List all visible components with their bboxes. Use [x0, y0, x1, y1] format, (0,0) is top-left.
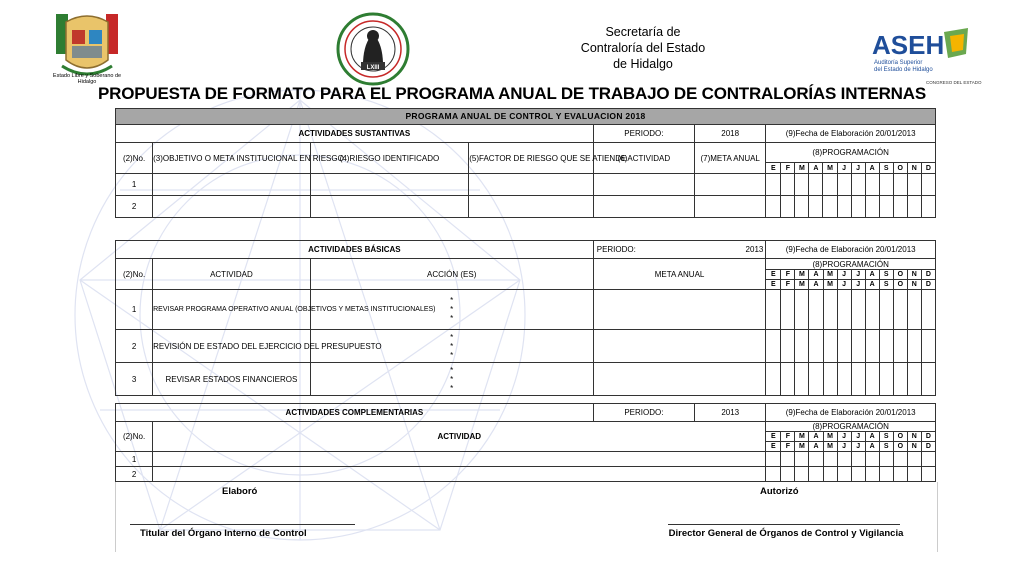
month-cell: S [879, 270, 893, 280]
row-number: 2 [116, 330, 153, 363]
month-cell: A [809, 442, 823, 452]
month-cell: S [879, 163, 893, 174]
sustantivas-fecha: (9)Fecha de Elaboración 20/01/2013 [766, 125, 936, 143]
month-cell: F [781, 280, 795, 290]
row-accion: * * * [310, 290, 593, 330]
month-cell: M [823, 432, 837, 442]
col-meta: (7)META ANUAL [695, 143, 766, 174]
col-programacion: (8)PROGRAMACIÓN [766, 259, 936, 270]
month-cell: O [893, 163, 907, 174]
col-factor: (5)FACTOR DE RIESGO QUE SE ATIENDE [469, 143, 593, 174]
table-row [116, 363, 936, 396]
complementarias-fecha: (9)Fecha de Elaboración 20/01/2013 [766, 404, 936, 422]
col-programacion: (8)PROGRAMACIÓN [766, 422, 936, 432]
month-cell: M [795, 163, 809, 174]
table-row [116, 330, 936, 363]
month-cell: O [893, 270, 907, 280]
basicas-periodo-label: PERIODO: [596, 245, 636, 254]
complementarias-periodo-value: 2013 [695, 404, 766, 422]
svg-text:LXIII: LXIII [366, 65, 380, 71]
month-cell: A [809, 163, 823, 174]
col-objetivo: (3)OBJETIVO O META INSTITUCIONAL EN RIESGO [153, 143, 311, 174]
table-row [116, 467, 936, 482]
month-cell: M [823, 280, 837, 290]
month-cell: F [781, 270, 795, 280]
secretaria-line-3: de Hidalgo [613, 57, 673, 71]
row-actividad: REVISIÓN DE ESTADO DEL EJERCICIO DEL PRESUPUESTO [153, 330, 311, 363]
basicas-fecha: (9)Fecha de Elaboración 20/01/2013 [766, 241, 936, 259]
month-cell: E [766, 280, 781, 290]
table-row [116, 174, 936, 196]
month-cell: F [781, 442, 795, 452]
table-row [116, 452, 936, 467]
row-accion: * * * [310, 330, 593, 363]
aseh-line-1: Auditoría Superior [874, 60, 923, 66]
congress-seal-logo [336, 12, 410, 86]
col-no: (2)No. [116, 422, 153, 452]
month-cell: E [766, 442, 781, 452]
month-cell: J [837, 280, 851, 290]
sustantivas-periodo-value: 2018 [695, 125, 766, 143]
month-cell: M [823, 163, 837, 174]
month-cell: N [907, 163, 921, 174]
complementarias-table [115, 403, 936, 482]
row-accion: * * * [310, 363, 593, 396]
basicas-periodo-cell [593, 241, 766, 259]
col-accion: ACCIÓN (ES) [310, 259, 593, 290]
month-cell: A [865, 280, 879, 290]
month-cell: D [921, 442, 935, 452]
month-cell: D [921, 280, 935, 290]
month-cell: J [851, 432, 865, 442]
month-cell: A [865, 163, 879, 174]
month-cell: M [823, 270, 837, 280]
row-actividad: REVISAR ESTADOS FINANCIEROS [153, 363, 311, 396]
month-cell: J [851, 280, 865, 290]
month-cell: O [893, 432, 907, 442]
basicas-periodo-value: 2013 [745, 245, 764, 254]
col-actividad: ACTIVIDAD [153, 422, 766, 452]
month-cell: D [921, 432, 935, 442]
month-cell: S [879, 432, 893, 442]
autorizo-signature-line [668, 524, 900, 525]
month-cell: N [907, 280, 921, 290]
col-programacion: (8)PROGRAMACIÓN [766, 143, 936, 163]
month-cell: A [865, 270, 879, 280]
complementarias-heading: ACTIVIDADES COMPLEMENTARIAS [116, 404, 594, 422]
director-caption: Director General de Órganos de Control y Vigilancia [668, 528, 904, 539]
month-cell: J [851, 163, 865, 174]
row-number: 1 [116, 174, 153, 196]
basicas-heading: ACTIVIDADES BÁSICAS [116, 241, 594, 259]
month-cell: J [837, 270, 851, 280]
col-actividad: ACTIVIDAD [153, 259, 311, 290]
col-riesgo: (4)RIESGO IDENTIFICADO [310, 143, 469, 174]
row-number: 3 [116, 363, 153, 396]
month-cell: N [907, 270, 921, 280]
sustantivas-table [115, 108, 936, 218]
month-cell: F [781, 432, 795, 442]
secretaria-title [578, 24, 708, 72]
table-row [116, 196, 936, 218]
month-cell: N [907, 432, 921, 442]
month-cell: E [766, 270, 781, 280]
month-cell: S [879, 442, 893, 452]
month-cell: S [879, 280, 893, 290]
month-cell: A [865, 442, 879, 452]
program-title: PROGRAMA ANUAL DE CONTROL Y EVALUACION 2018 [116, 109, 936, 125]
month-cell: A [809, 280, 823, 290]
row-number: 2 [116, 467, 153, 482]
month-cell: E [766, 432, 781, 442]
col-actividad: (6)ACTIVIDAD [593, 143, 694, 174]
month-cell: J [837, 163, 851, 174]
elaboro-signature-line [130, 524, 355, 525]
col-no: (2)No. [116, 143, 153, 174]
autorizo-label: Autorizó [760, 486, 799, 497]
sustantivas-heading: ACTIVIDADES SUSTANTIVAS [116, 125, 594, 143]
month-cell: F [781, 163, 795, 174]
month-cell: A [865, 432, 879, 442]
page-title: PROPUESTA DE FORMATO PARA EL PROGRAMA ANUAL DE TRABAJO DE CONTRALORÍAS INTERNAS [98, 84, 926, 103]
month-cell: M [795, 442, 809, 452]
month-cell: A [809, 432, 823, 442]
elaboro-label: Elaboró [222, 486, 258, 497]
titular-caption: Titular del Órgano Interno de Control [140, 528, 307, 539]
svg-text:ASEH: ASEH [872, 30, 945, 60]
table-row [116, 290, 936, 330]
row-number: 1 [116, 452, 153, 467]
month-cell: J [851, 442, 865, 452]
month-cell: J [837, 432, 851, 442]
complementarias-periodo-label: PERIODO: [593, 404, 694, 422]
row-number: 1 [116, 290, 153, 330]
month-cell: M [795, 270, 809, 280]
col-no: (2)No. [116, 259, 153, 290]
month-cell: M [795, 280, 809, 290]
basicas-table [115, 240, 936, 396]
state-caption: Estado Libre y Soberano de Hidalgo [52, 73, 122, 85]
month-cell: O [893, 442, 907, 452]
month-cell: J [851, 270, 865, 280]
month-cell: E [766, 163, 781, 174]
secretaria-line-1: Secretaría de [605, 25, 681, 39]
month-cell: O [893, 280, 907, 290]
month-cell: N [907, 442, 921, 452]
month-cell: D [921, 163, 935, 174]
month-cell: A [809, 270, 823, 280]
sustantivas-periodo-label: PERIODO: [593, 125, 694, 143]
month-cell: M [795, 432, 809, 442]
col-meta: META ANUAL [593, 259, 766, 290]
aseh-logo [868, 24, 982, 86]
month-cell: M [823, 442, 837, 452]
month-cell: D [921, 270, 935, 280]
month-cell: J [837, 442, 851, 452]
row-number: 2 [116, 196, 153, 218]
aseh-line-3: CONGRESO DEL ESTADO [926, 80, 982, 85]
secretaria-line-2: Contraloría del Estado [580, 41, 706, 55]
row-actividad: REVISAR PROGRAMA OPERATIVO ANUAL (OBJETIVOS Y METAS INSTITUCIONALES) [153, 290, 311, 330]
aseh-line-2: del Estado de Hidalgo [874, 67, 933, 73]
